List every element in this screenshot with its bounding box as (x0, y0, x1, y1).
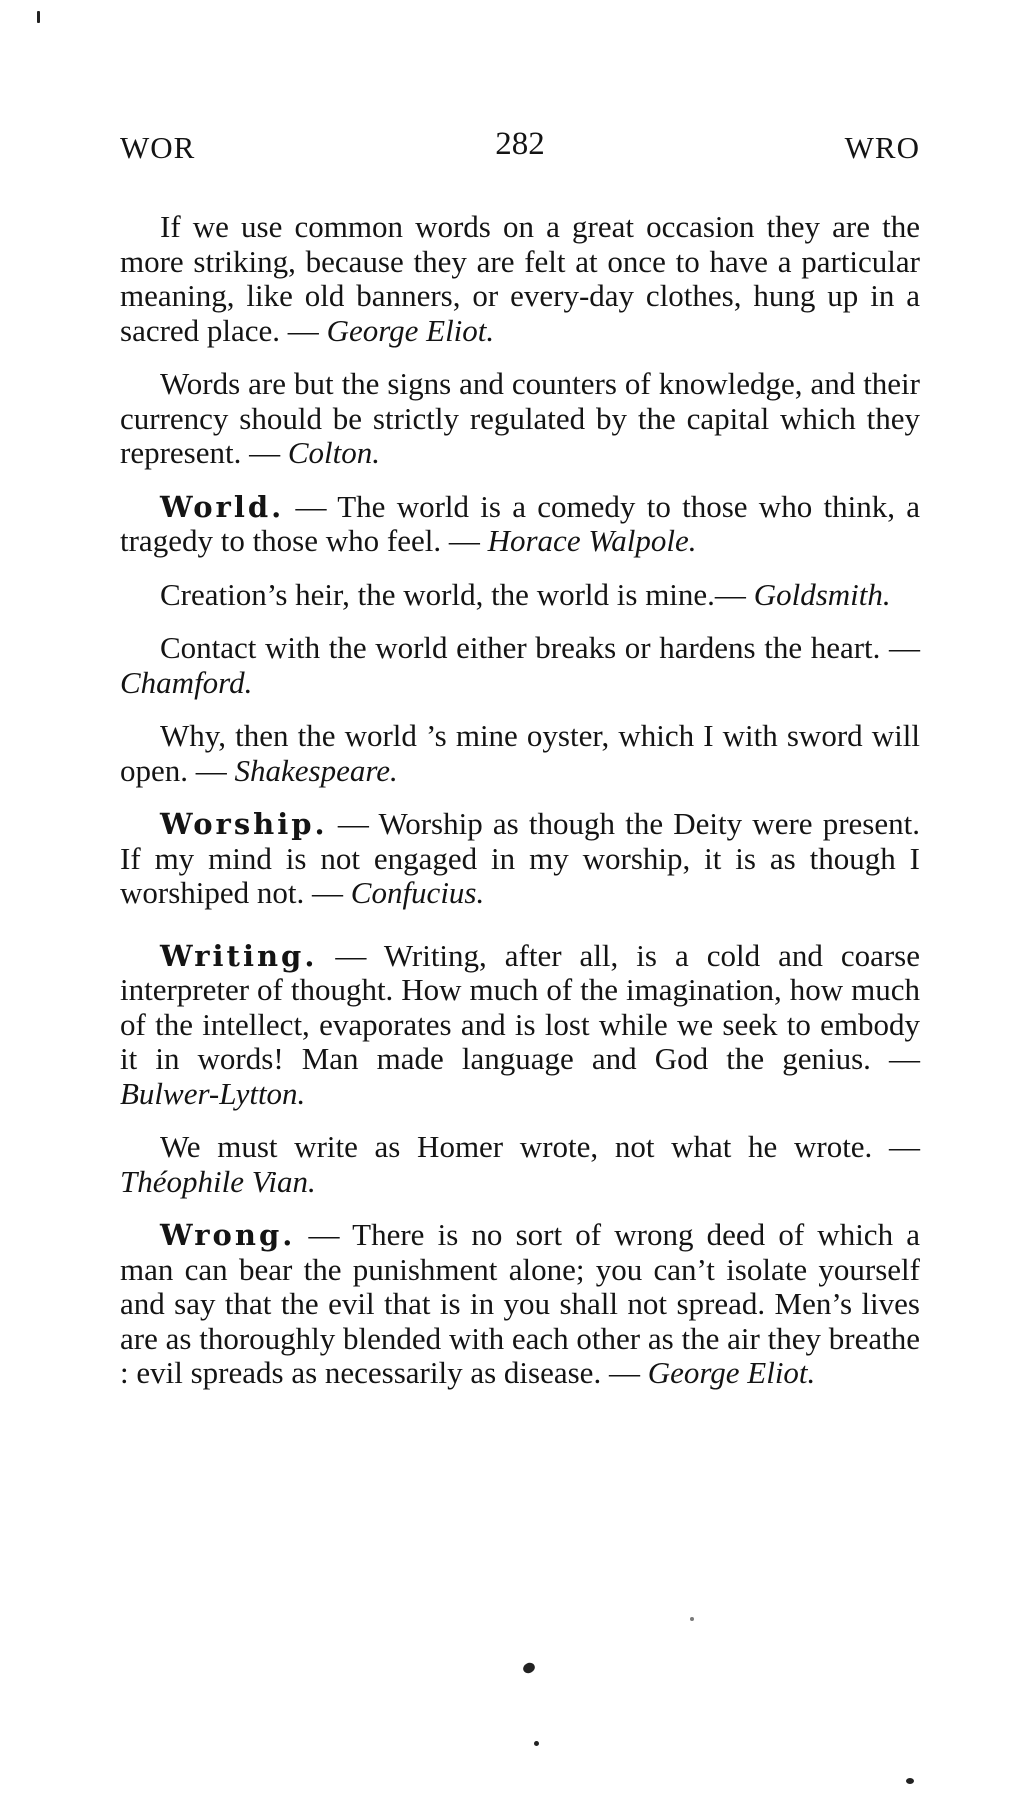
quote-entry (120, 939, 920, 1112)
print-speck (906, 1778, 914, 1784)
quote-text: Contact with the world either breaks or hardens the heart. — (160, 630, 920, 665)
quote-entry (120, 1218, 920, 1391)
quote-author: Bulwer-Lytton. (120, 1075, 306, 1111)
page-number: 282 (495, 126, 545, 162)
quote-entry (120, 367, 920, 471)
quote-author: George Eliot. (647, 1355, 816, 1390)
header-right-guide-word: WRO (844, 130, 920, 165)
quote-author: Goldsmith. (753, 576, 891, 612)
quote-entry (120, 1130, 920, 1199)
topic-heading: Writing. (160, 938, 318, 973)
quote-entry (120, 719, 920, 788)
quote-text: Why, then the world ’s mine oyster, which I with sword will open. — (120, 718, 920, 788)
quote-text: Creation’s heir, the world, the world is mine.— (160, 576, 746, 612)
quote-author: Confucius. (350, 875, 485, 910)
quote-text: — Worship as though the Deity were present. If my mind is not engaged in my worship, it is as though I worshiped not. — (120, 806, 920, 910)
topic-heading: Wrong. (160, 1218, 296, 1252)
quote-author: Shakespeare. (234, 752, 398, 788)
quote-text: — Writing, after all, is a cold and coarse interpreter of thought. How much of the imagination, how much of the intellect, evaporates and is lost while we seek to embody it in words! Man made language and God the genius. — (120, 937, 920, 1076)
quote-author: Chamford. (120, 664, 253, 700)
print-speck (690, 1617, 694, 1621)
quote-text: Words are but the signs and counters of knowledge, and their currency should be strictly regulated by the capital which they represent. — (120, 366, 920, 470)
topic-heading: Worship. (160, 807, 328, 841)
header-left-guide-word: WOR (120, 130, 196, 165)
quote-text: If we use common words on a great occasion they are the more striking, because they are felt at once to have a particular meaning, like old banners, or every-day clothes, hung up in a sacred place. — (120, 209, 920, 348)
quote-text: — There is no sort of wrong deed of which a man can bear the punishment alone; you can’t isolate yourself and say that the evil that is in you shall not spread. Men’s lives are as thoroughly blended with each other as the air they breathe : evil spreads as necessarily as disease. — (120, 1217, 920, 1390)
print-speck (534, 1741, 539, 1746)
print-speck (521, 1661, 536, 1675)
quote-text: — The world is a comedy to those who think, a tragedy to those who feel. — (120, 488, 920, 558)
quote-author: Colton. (287, 435, 381, 470)
quote-entry (120, 210, 920, 348)
quote-entry (120, 631, 920, 700)
quote-text: We must write as Homer wrote, not what he wrote. — (160, 1129, 920, 1164)
quote-entry (120, 578, 920, 613)
quote-author: Théophile Vian. (120, 1163, 316, 1199)
quotation-body (120, 210, 920, 1410)
quote-entry (120, 490, 920, 559)
print-speck (37, 11, 40, 23)
quote-author: George Eliot. (326, 312, 495, 348)
quote-entry (120, 807, 920, 911)
quote-author: Horace Walpole. (487, 523, 697, 558)
running-header (120, 126, 920, 180)
topic-heading: World. (160, 489, 285, 524)
